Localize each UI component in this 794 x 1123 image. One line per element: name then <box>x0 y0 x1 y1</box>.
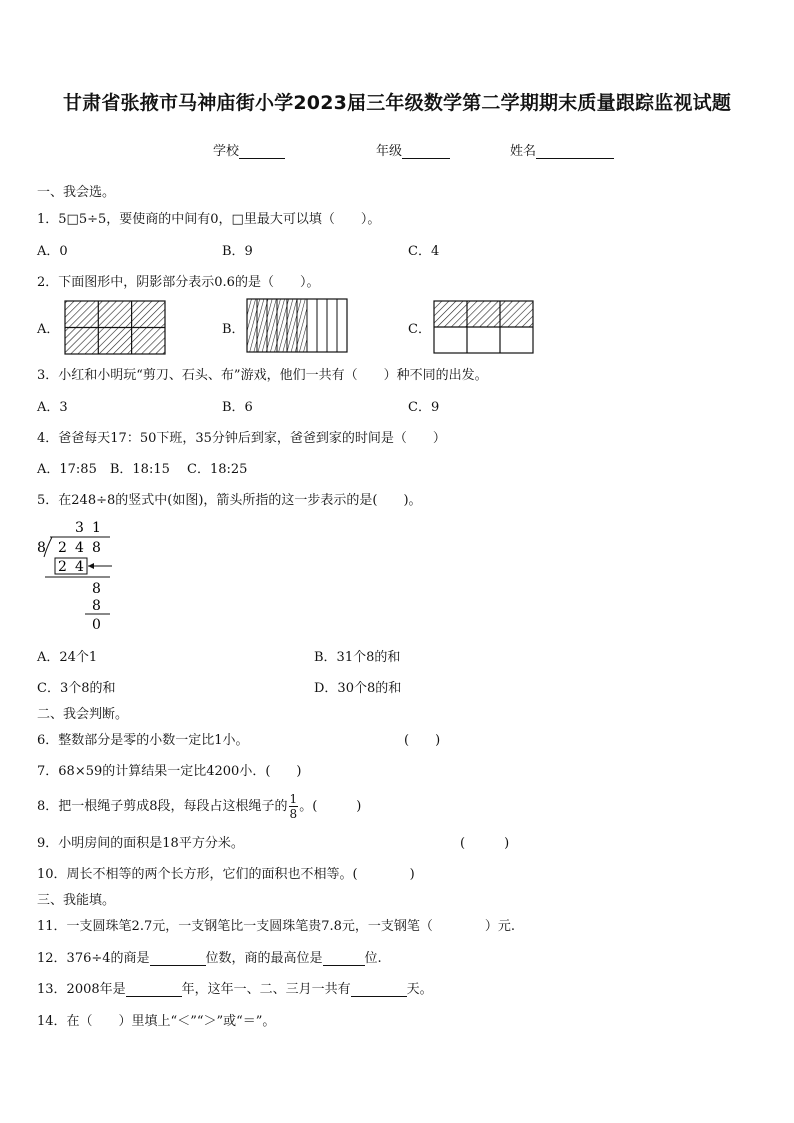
question-14: 14．在（ ）里填上“＜”“＞”或“＝”。 <box>37 1014 276 1029</box>
q12-part-a: 12．376÷4的商是 <box>37 951 150 966</box>
dividend-digit-3: 8 <box>92 540 101 556</box>
arrow-head <box>88 563 94 569</box>
q5-option-d[interactable]: D．30个8的和 <box>314 681 402 696</box>
q13-part-a: 13．2008年是 <box>37 982 126 997</box>
question-9: 9．小明房间的面积是18平方分米。 <box>37 836 244 851</box>
q2-figure-a <box>65 301 165 354</box>
q3-option-b[interactable]: B．6 <box>222 400 253 415</box>
q2-option-c-label[interactable]: C． <box>408 322 431 337</box>
q8-text-after: 。( ) <box>299 799 362 814</box>
divisor: 8 <box>37 540 46 556</box>
q9-answer-paren[interactable]: ( ) <box>460 836 510 851</box>
quotient-digit-2: 1 <box>92 520 101 536</box>
step2: 8 <box>92 581 101 597</box>
name-label: 姓名 <box>510 144 537 159</box>
question-10: 10．周长不相等的两个长方形，它们的面积也不相等。( ) <box>37 867 415 882</box>
q8-fraction-denominator: 8 <box>289 807 298 821</box>
q2-figure-b <box>247 299 347 352</box>
question-7: 7．68×59的计算结果一定比4200小．( ) <box>37 764 302 779</box>
q8-fraction-numerator: 1 <box>289 792 298 806</box>
question-2: 2．下面图形中，阴影部分表示0.6的是（ ）。 <box>37 275 320 290</box>
q13-blank-1[interactable] <box>126 982 182 997</box>
q3-option-a[interactable]: A．3 <box>37 400 68 415</box>
q2-figure-c <box>434 301 533 353</box>
q13-blank-2[interactable] <box>351 982 407 997</box>
question-6: 6．整数部分是零的小数一定比1小。 <box>37 733 249 748</box>
quotient-digit-1: 3 <box>75 520 84 536</box>
q5-option-c[interactable]: C．3个8的和 <box>37 681 116 696</box>
question-4: 4．爸爸每天17：50下班，35分钟后到家，爸爸到家的时间是（ ） <box>37 431 446 446</box>
page-title: 甘肃省张掖市马神庙街小学2023届三年级数学第二学期期末质量跟踪监视试题 <box>62 92 732 114</box>
q12-blank-1[interactable] <box>150 951 206 966</box>
q13-part-b: 年，这年一、二、三月一共有 <box>181 982 351 997</box>
section-1-heading: 一、我会选。 <box>37 185 116 200</box>
q5-option-a[interactable]: A．24个1 <box>37 650 98 665</box>
question-5: 5．在248÷8的竖式中(如图)，箭头所指的这一步表示的是( )。 <box>37 493 422 508</box>
question-1: 1．5□5÷5，要使商的中间有0，□里最大可以填（ ）。 <box>37 212 381 227</box>
q13-part-c: 天。 <box>406 982 433 997</box>
dividend-digit-2: 4 <box>75 540 84 556</box>
q5-long-division <box>37 520 112 633</box>
q3-option-c[interactable]: C．9 <box>408 400 440 415</box>
q12-part-c: 位. <box>364 951 382 966</box>
step3: 8 <box>92 598 101 614</box>
question-13 <box>37 978 433 997</box>
school-label: 学校 <box>213 144 240 159</box>
question-12 <box>37 947 382 966</box>
dividend-digit-1: 2 <box>58 540 67 556</box>
q8-fraction <box>289 792 299 821</box>
section-3-heading: 三、我能填。 <box>37 893 116 908</box>
remainder: 0 <box>92 617 101 633</box>
step1-digit-1: 2 <box>58 559 67 575</box>
q1-option-c[interactable]: C．4 <box>408 244 440 259</box>
q4-options[interactable]: A．17:85 B．18:15 C．18:25 <box>37 462 248 477</box>
q12-part-b: 位数，商的最高位是 <box>205 951 323 966</box>
section-2-heading: 二、我会判断。 <box>37 707 129 722</box>
question-3: 3．小红和小明玩“剪刀、石头、布”游戏，他们一共有（ ）种不同的出发。 <box>37 368 488 383</box>
grade-label: 年级 <box>376 144 403 159</box>
q1-option-a[interactable]: A．0 <box>37 244 68 259</box>
q12-blank-2[interactable] <box>323 951 365 966</box>
q6-answer-paren[interactable]: ( ) <box>404 733 441 748</box>
q5-option-b[interactable]: B．31个8的和 <box>314 650 401 665</box>
q2-option-a-label[interactable]: A． <box>37 322 60 337</box>
q2-option-b-label[interactable]: B． <box>222 322 245 337</box>
question-11: 11．一支圆珠笔2.7元，一支钢笔比一支圆珠笔贵7.8元，一支钢笔（ ）元. <box>37 919 516 934</box>
q8-text-before: 8．把一根绳子剪成8段，每段占这根绳子的 <box>37 799 288 814</box>
question-8 <box>37 787 361 827</box>
q1-option-b[interactable]: B．9 <box>222 244 253 259</box>
step1-digit-2: 4 <box>75 559 84 575</box>
